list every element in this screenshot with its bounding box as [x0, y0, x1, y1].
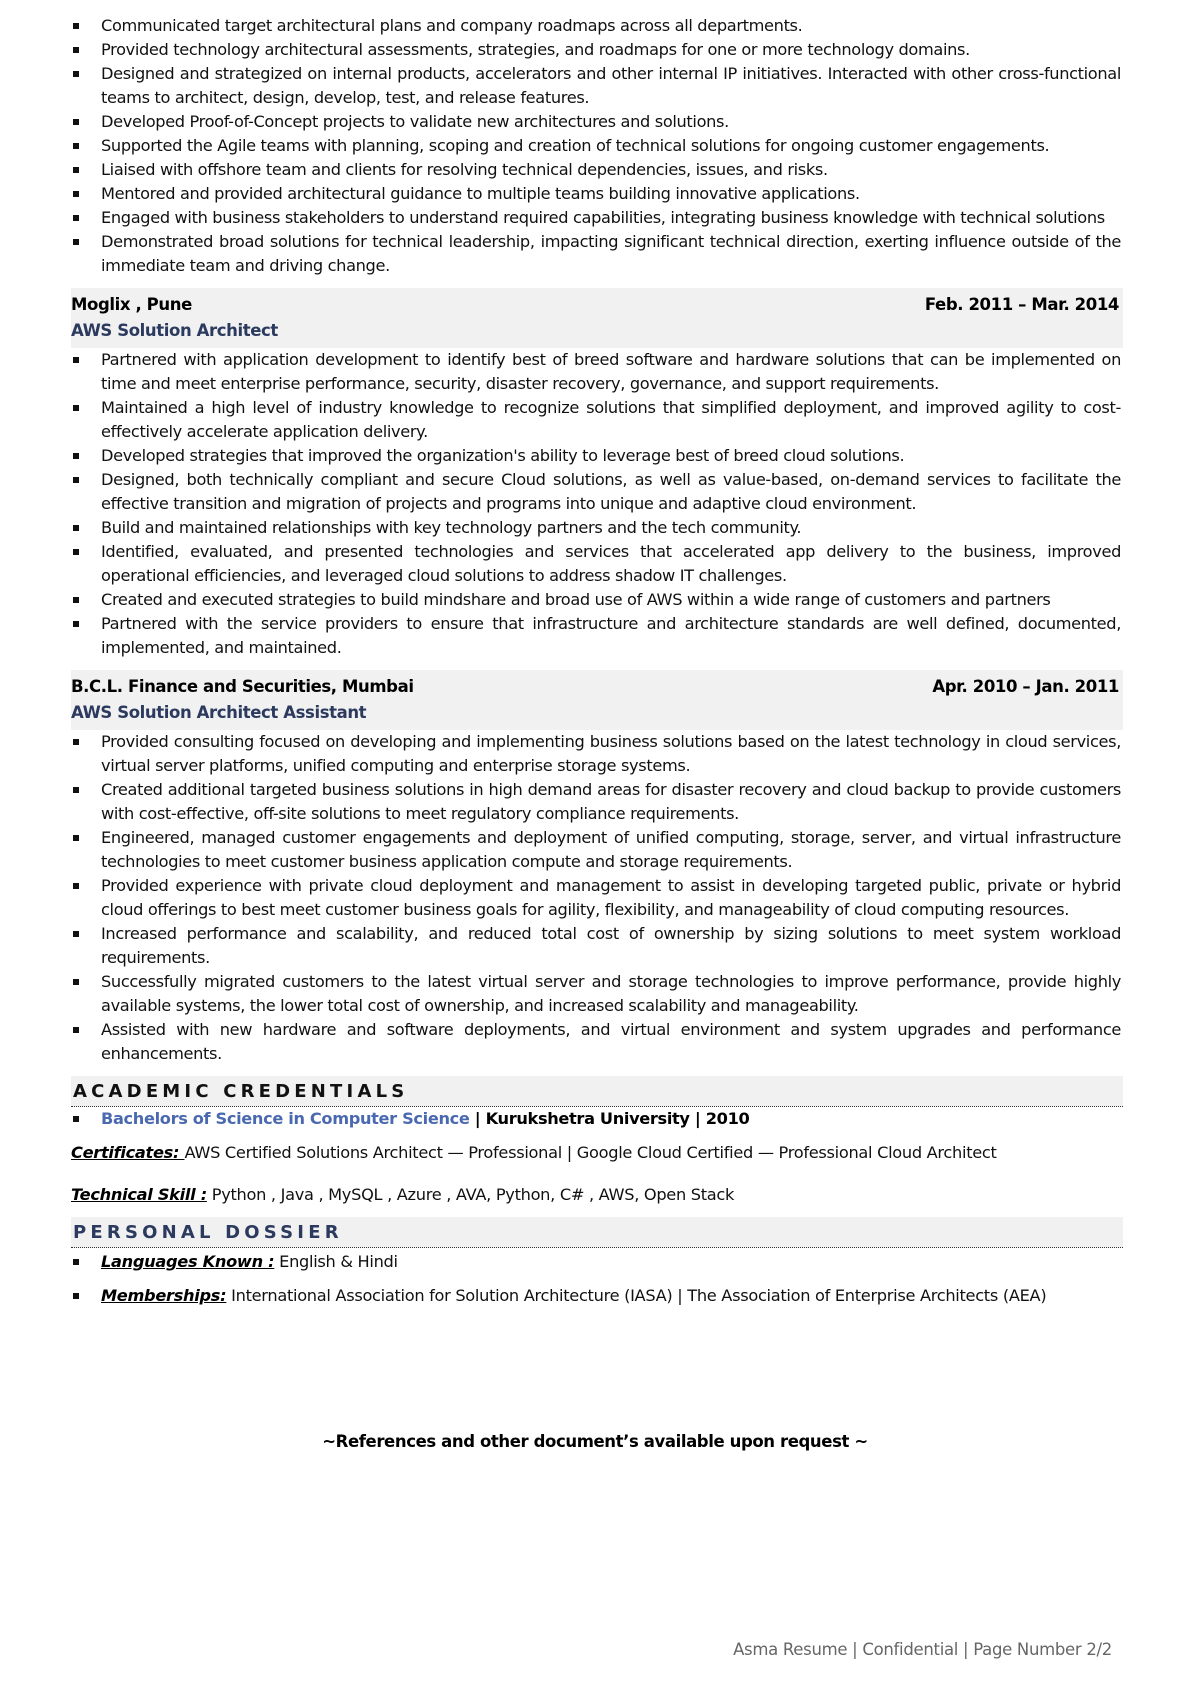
job-title: AWS Solution Architect	[71, 321, 278, 340]
bullet-icon	[73, 71, 79, 77]
bullet-icon	[73, 1259, 79, 1265]
bullet-icon	[73, 357, 79, 363]
bullet-icon	[73, 1293, 79, 1299]
bullet-icon	[73, 1027, 79, 1033]
bullet-icon	[73, 1116, 79, 1122]
bullet-icon	[73, 621, 79, 627]
bullet-icon	[73, 979, 79, 985]
list-item: Engineered, managed customer engagements and deployment of unified computing, storage, server, and virtual infrastructure technologies to meet customer business application compute and storage requirements.	[71, 826, 1121, 874]
list-item: Developed Proof-of-Concept projects to validate new architectures and solutions.	[71, 110, 1121, 134]
list-item: Provided technology architectural assessments, strategies, and roadmaps for one or more technology domains.	[71, 38, 1121, 62]
resume-content	[71, 14, 1121, 1308]
bullet-icon	[73, 453, 79, 459]
certificates-label: Certificates:	[71, 1143, 185, 1162]
job-header-bcl	[71, 670, 1123, 730]
job-header-row	[71, 292, 1123, 318]
bullet-icon	[73, 739, 79, 745]
bullet-icon	[73, 835, 79, 841]
list-item	[71, 1107, 1121, 1131]
list-item: Engaged with business stakeholders to understand required capabilities, integrating business knowledge with technical solutions	[71, 206, 1121, 230]
degree-institution-year: | Kurukshetra University | 2010	[469, 1109, 750, 1128]
list-item	[71, 1250, 1121, 1274]
technical-skill-value: Python , Java , MySQL , Azure , AVA, Python, C# , AWS, Open Stack	[206, 1185, 735, 1204]
job-header-row	[71, 674, 1123, 700]
list-item: Developed strategies that improved the organization's ability to leverage best of breed cloud solutions.	[71, 444, 1121, 468]
list-item: Designed, both technically compliant and secure Cloud solutions, as well as value-based, on-demand services to facilitate the effective transition and migration of projects and programs into unique and adaptive cloud environment.	[71, 468, 1121, 516]
personal-list	[71, 1250, 1121, 1308]
list-item: Supported the Agile teams with planning, scoping and creation of technical solutions for ongoing customer engagements.	[71, 134, 1121, 158]
list-item: Designed and strategized on internal products, accelerators and other internal IP initiatives. Interacted with other cross-functional teams to architect, design, develop, test, and release features.	[71, 62, 1121, 110]
memberships-label: Memberships:	[101, 1286, 227, 1305]
job-company: B.C.L. Finance and Securities, Mumbai	[71, 677, 414, 696]
job-company: Moglix , Pune	[71, 295, 192, 314]
list-item: Identified, evaluated, and presented technologies and services that accelerated app delivery to the business, improved operational efficiencies, and leveraged cloud solutions to address shadow IT challenges.	[71, 540, 1121, 588]
list-item: Created and executed strategies to build mindshare and broad use of AWS within a wide range of customers and partners	[71, 588, 1121, 612]
list-item: Liaised with offshore team and clients for resolving technical dependencies, issues, and risks.	[71, 158, 1121, 182]
bullet-icon	[73, 549, 79, 555]
job-dates: Feb. 2011 – Mar. 2014	[924, 295, 1119, 314]
technical-skill-label: Technical Skill :	[71, 1185, 207, 1204]
list-item: Assisted with new hardware and software deployments, and virtual environment and system upgrades and performance enhancements.	[71, 1018, 1121, 1066]
list-item: Partnered with the service providers to ensure that infrastructure and architecture standards are well defined, documented, implemented, and maintained.	[71, 612, 1121, 660]
memberships-value: International Association for Solution Architecture (IASA) | The Association of Enterprise Architects (AEA)	[226, 1286, 1047, 1305]
list-item: Mentored and provided architectural guidance to multiple teams building innovative applications.	[71, 182, 1121, 206]
bullet-icon	[73, 47, 79, 53]
education-list	[71, 1107, 1121, 1131]
section-header-academic	[71, 1076, 1123, 1107]
bullet-icon	[73, 23, 79, 29]
technical-skill-line	[71, 1183, 1121, 1207]
list-item: Provided experience with private cloud deployment and management to assist in developing targeted public, private or hybrid cloud offerings to best meet customer business goals for agility, flexibility, and manageability of cloud computing resources.	[71, 874, 1121, 922]
job-header-moglix	[71, 288, 1123, 348]
bullet-icon	[73, 931, 79, 937]
list-item: Created additional targeted business solutions in high demand areas for disaster recovery and cloud backup to provide customers with cost-effective, off-site solutions to meet regulatory compliance requirements.	[71, 778, 1121, 826]
list-item	[71, 1284, 1121, 1308]
job-title: AWS Solution Architect Assistant	[71, 703, 367, 722]
section-title: ACADEMIC CREDENTIALS	[73, 1080, 409, 1102]
list-item: Successfully migrated customers to the latest virtual server and storage technologies to improve performance, provide highly available systems, the lower total cost of ownership, and increased scalability and manageability.	[71, 970, 1121, 1018]
bullet-icon	[73, 119, 79, 125]
bullet-icon	[73, 405, 79, 411]
list-item: Increased performance and scalability, and reduced total cost of ownership by sizing solutions to meet system workload requirements.	[71, 922, 1121, 970]
page-footer: Asma Resume | Confidential | Page Number 2/2	[733, 1640, 1112, 1659]
bullet-icon	[73, 477, 79, 483]
bullet-icon	[73, 215, 79, 221]
bullet-icon	[73, 597, 79, 603]
bullet-icon	[73, 143, 79, 149]
languages-value: English & Hindi	[274, 1252, 398, 1271]
list-item: Maintained a high level of industry knowledge to recognize solutions that simplified deployment, and improved agility to cost-effectively accelerate application delivery.	[71, 396, 1121, 444]
bullet-icon	[73, 167, 79, 173]
bullet-icon	[73, 787, 79, 793]
bullet-icon	[73, 525, 79, 531]
bullet-icon	[73, 239, 79, 245]
list-item: Communicated target architectural plans and company roadmaps across all departments.	[71, 14, 1121, 38]
job-bullets-bcl	[71, 730, 1121, 1066]
job-bullets-moglix	[71, 348, 1121, 660]
languages-label: Languages Known :	[101, 1252, 275, 1271]
section-title: PERSONAL DOSSIER	[73, 1221, 343, 1243]
bullet-icon	[73, 191, 79, 197]
bullet-icon	[73, 883, 79, 889]
list-item: Build and maintained relationships with key technology partners and the tech community.	[71, 516, 1121, 540]
references-note: ~References and other document’s available upon request ~	[322, 1432, 868, 1451]
job-dates: Apr. 2010 – Jan. 2011	[932, 677, 1119, 696]
list-item: Demonstrated broad solutions for technical leadership, impacting significant technical direction, exerting influence outside of the immediate team and driving change.	[71, 230, 1121, 278]
list-item: Partnered with application development to identify best of breed software and hardware solutions that can be implemented on time and meet enterprise performance, security, disaster recovery, governance, and support requirements.	[71, 348, 1121, 396]
section-header-personal	[71, 1217, 1123, 1248]
previous-role-bullets	[71, 14, 1121, 278]
list-item: Provided consulting focused on developing and implementing business solutions based on the latest technology in cloud services, virtual server platforms, unified computing and enterprise storage systems.	[71, 730, 1121, 778]
certificates-value: AWS Certified Solutions Architect — Professional | Google Cloud Certified — Professional Cloud Architect	[184, 1143, 997, 1162]
degree-name: Bachelors of Science in Computer Science	[101, 1109, 470, 1128]
certificates-line	[71, 1141, 1121, 1165]
